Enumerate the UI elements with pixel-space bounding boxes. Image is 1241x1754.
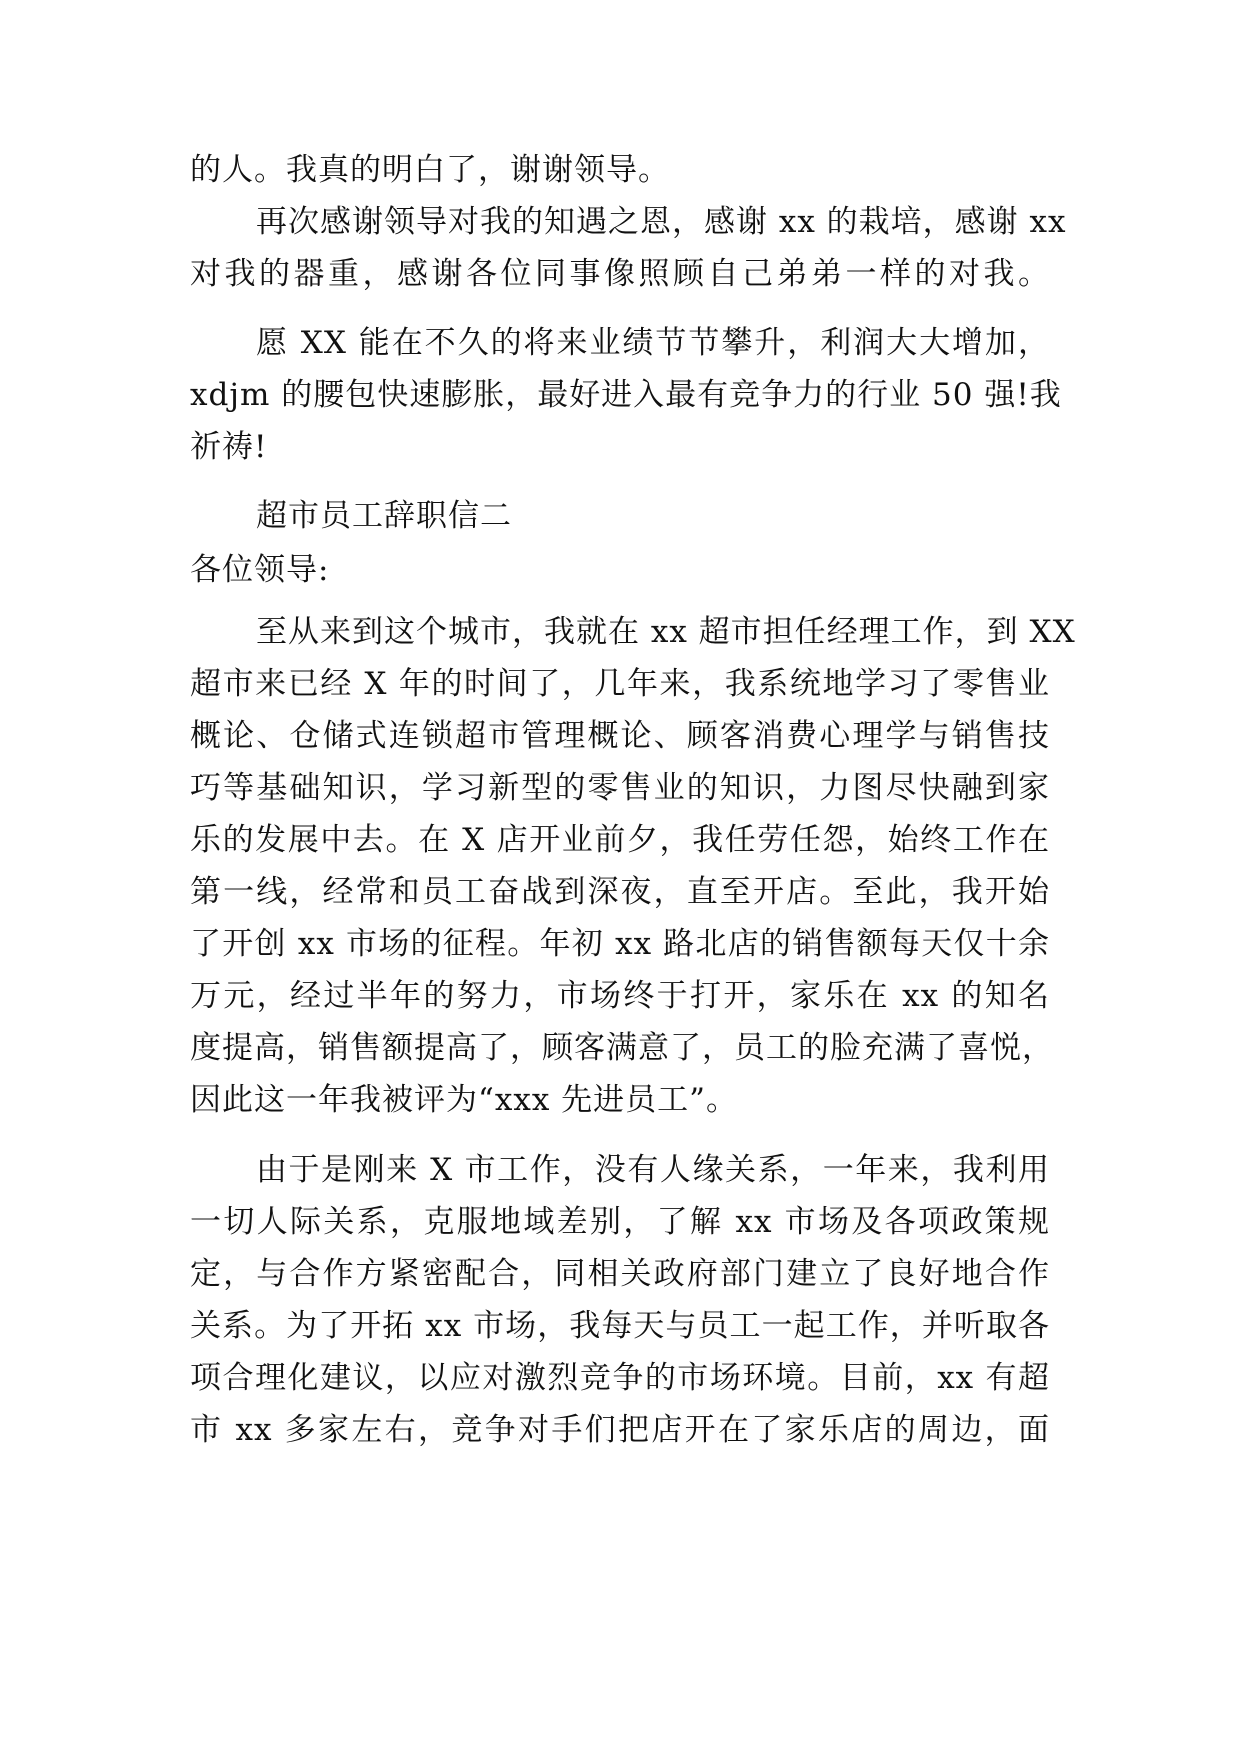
text-line: 定，与合作方紧密配合，同相关政府部门建立了良好地合作 <box>190 1256 1050 1292</box>
text-line: 再次感谢领导对我的知遇之恩，感谢 xx 的栽培，感谢 xx <box>256 204 1067 240</box>
text-line: 一切人际关系，克服地域差别，了解 xx 市场及各项政策规 <box>190 1204 1050 1240</box>
text-line: 超市来已经 X 年的时间了，几年来，我系统地学习了零售业 <box>190 666 1050 702</box>
text-line: 市 xx 多家左右，竞争对手们把店开在了家乐店的周边，面 <box>190 1412 1050 1448</box>
text-line: 愿 XX 能在不久的将来业绩节节攀升，利润大大增加， <box>256 325 1050 361</box>
text-line: 巧等基础知识，学习新型的零售业的知识，力图尽快融到家 <box>190 770 1050 806</box>
text-line: 祈祷! <box>190 429 268 465</box>
text-line: 第一线，经常和员工奋战到深夜，直至开店。至此，我开始 <box>190 874 1050 910</box>
text-line: 万元，经过半年的努力，市场终于打开，家乐在 xx 的知名 <box>190 978 1050 1014</box>
text-line: 项合理化建议，以应对激烈竞争的市场环境。目前，xx 有超 <box>190 1360 1050 1396</box>
text-line: 的人。我真的明白了，谢谢领导。 <box>190 152 670 188</box>
text-line: 因此这一年我被评为“xxx 先进员工”。 <box>190 1082 738 1118</box>
section-heading: 超市员工辞职信二 <box>256 498 512 534</box>
text-line: 对我的器重，感谢各位同事像照顾自己弟弟一样的对我。 <box>190 256 1050 292</box>
salutation: 各位领导: <box>190 552 330 588</box>
text-line: xdjm 的腰包快速膨胀，最好进入最有竞争力的行业 50 强!我 <box>190 377 1062 413</box>
text-line: 关系。为了开拓 xx 市场，我每天与员工一起工作，并听取各 <box>190 1308 1050 1344</box>
text-line: 乐的发展中去。在 X 店开业前夕，我任劳任怨，始终工作在 <box>190 822 1050 858</box>
text-line: 度提高，销售额提高了，顾客满意了，员工的脸充满了喜悦， <box>190 1030 1054 1066</box>
text-line: 由于是刚来 X 市工作，没有人缘关系，一年来，我利用 <box>256 1152 1050 1188</box>
text-line: 概论、仓储式连锁超市管理概论、顾客消费心理学与销售技 <box>190 718 1050 754</box>
text-line: 了开创 xx 市场的征程。年初 xx 路北店的销售额每天仅十余 <box>190 926 1050 962</box>
text-line: 至从来到这个城市，我就在 xx 超市担任经理工作，到 XX <box>256 614 1076 650</box>
